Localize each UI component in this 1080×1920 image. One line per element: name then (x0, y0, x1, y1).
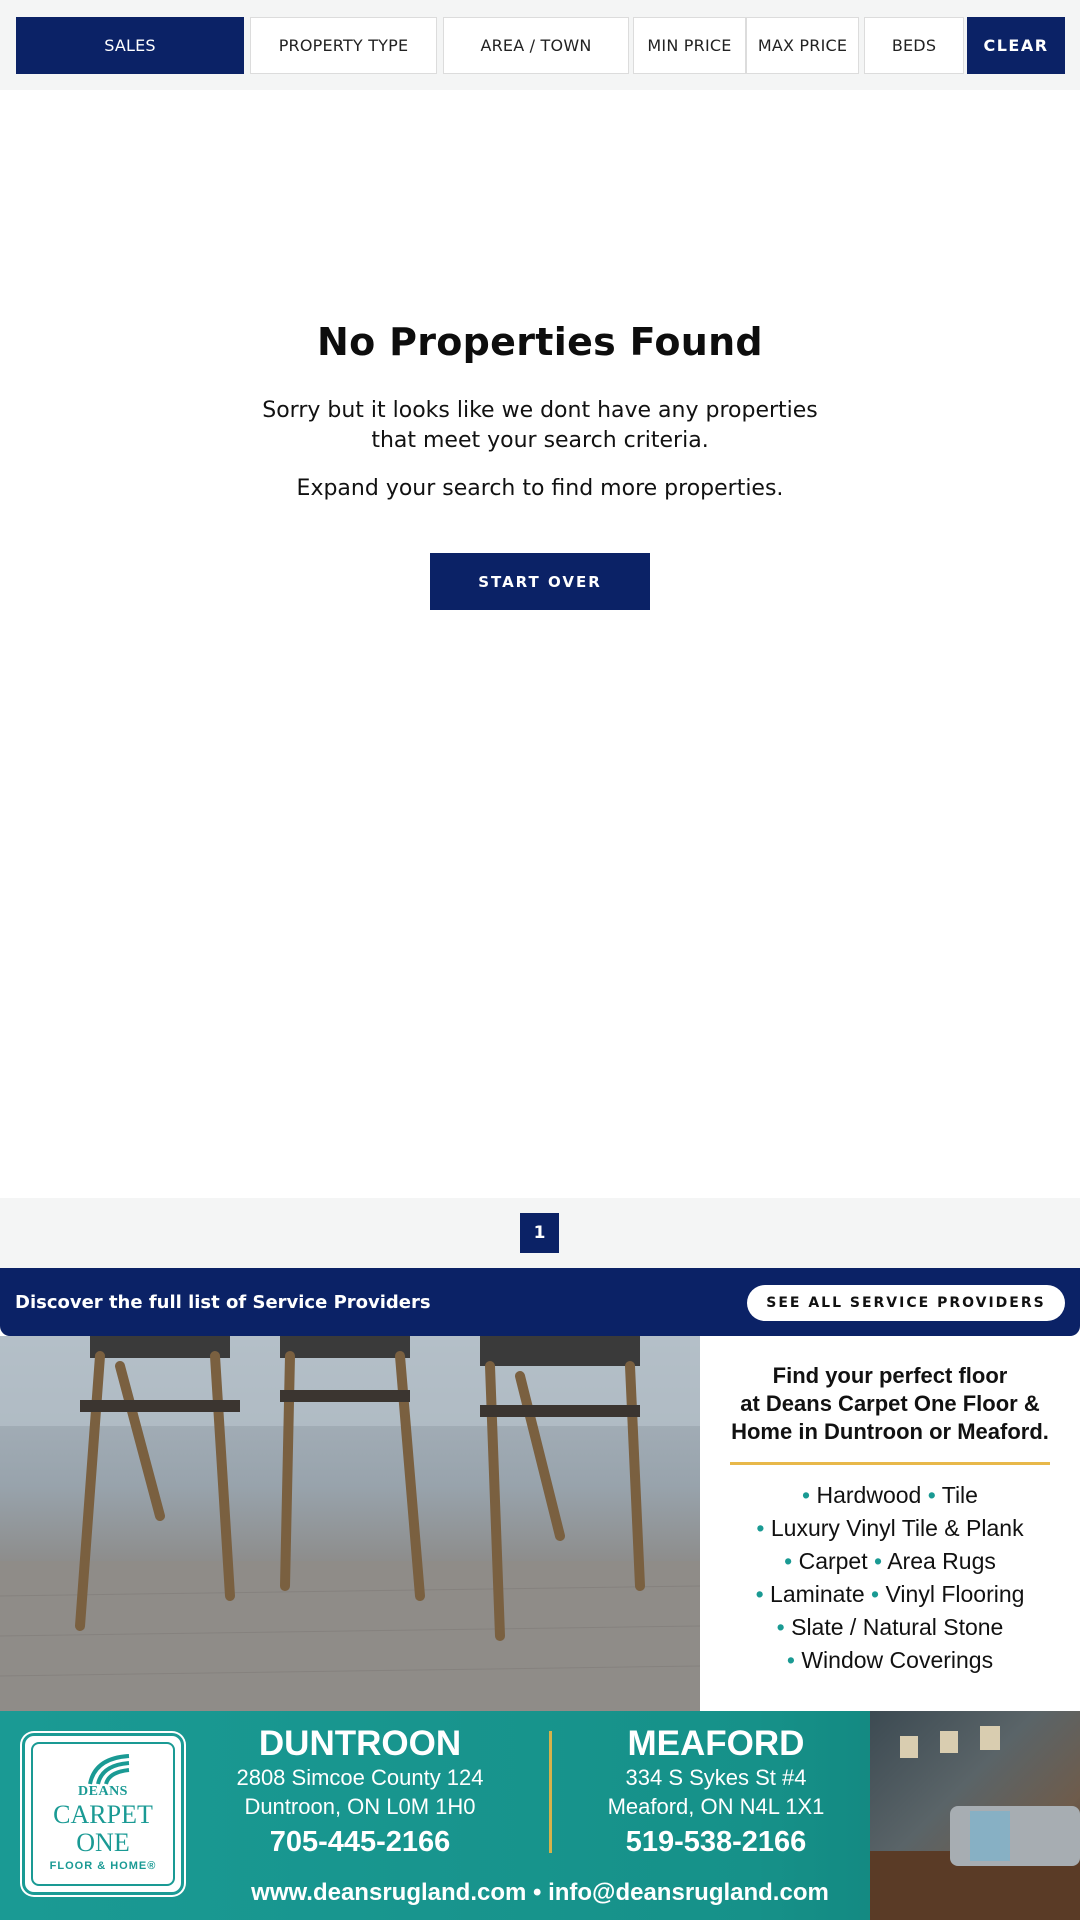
living-room-photo (870, 1711, 1080, 1920)
products-line: • Hardwood • Tile (802, 1482, 978, 1508)
product-item: Vinyl Flooring (885, 1581, 1025, 1607)
logo-text-one: ONE (76, 1828, 130, 1857)
filter-area-town-button[interactable]: AREA / TOWN (443, 17, 629, 74)
no-results-hint: Expand your search to find more properties. (296, 476, 784, 501)
products-line: • Slate / Natural Stone (776, 1614, 1004, 1640)
location-city: MEAFORD (627, 1724, 805, 1763)
filter-bar (0, 0, 1080, 90)
location-meaford (566, 1725, 866, 1860)
product-item: Tile (941, 1482, 978, 1508)
products-line: • Carpet • Area Rugs (784, 1548, 996, 1574)
product-item: Luxury Vinyl Tile & Plank (770, 1515, 1024, 1541)
filter-max-price-button[interactable]: MAX PRICE (746, 17, 859, 74)
chairs-illustration (0, 1336, 700, 1711)
product-item: Carpet (798, 1548, 868, 1574)
no-results-message: Sorry but it looks like we dont have any properties that meet your search criteria. (262, 398, 818, 453)
location-divider (549, 1731, 552, 1853)
location-phone[interactable]: 519-538-2166 (625, 1826, 807, 1858)
location-duntroon (210, 1725, 510, 1860)
location-city: DUNTROON (258, 1724, 462, 1763)
ad-headline-line: Find your perfect floor (772, 1363, 1008, 1388)
no-results-title: No Properties Found (317, 320, 763, 364)
filter-sales-button[interactable]: SALES (16, 17, 244, 74)
product-item: Slate / Natural Stone (791, 1614, 1004, 1640)
logo-frame (31, 1742, 175, 1886)
ad-headline-line: at Deans Carpet One Floor & (740, 1391, 1040, 1416)
products-line: • Window Coverings (786, 1647, 994, 1673)
filter-min-price-button[interactable]: MIN PRICE (633, 17, 746, 74)
service-providers-text: Discover the full list of Service Providers (15, 1291, 431, 1313)
website-email[interactable]: www.deansrugland.com • info@deansrugland.com (251, 1879, 829, 1906)
products-line: • Luxury Vinyl Tile & Plank (756, 1515, 1024, 1541)
filter-beds-button[interactable]: BEDS (864, 17, 964, 74)
page-number-current[interactable]: 1 (520, 1213, 559, 1253)
product-item: Window Coverings (801, 1647, 994, 1673)
location-phone[interactable]: 705-445-2166 (269, 1826, 451, 1858)
logo-text-carpet: CARPET (53, 1800, 153, 1829)
ad-photo-chairs[interactable] (0, 1336, 700, 1711)
location-address: Meaford, ON N4L 1X1 (607, 1794, 825, 1819)
ad-divider (730, 1462, 1050, 1465)
service-providers-bar (0, 1268, 1080, 1336)
start-over-button[interactable]: START OVER (430, 553, 650, 610)
logo-text-floor-home: FLOOR & HOME® (49, 1860, 157, 1872)
see-all-service-providers-button[interactable]: SEE ALL SERVICE PROVIDERS (747, 1285, 1065, 1321)
carpet-one-logo[interactable] (22, 1733, 184, 1895)
filter-property-type-button[interactable]: PROPERTY TYPE (250, 17, 437, 74)
location-address: 334 S Sykes St #4 (625, 1765, 807, 1790)
pagination (0, 1198, 1080, 1268)
product-item: Area Rugs (887, 1548, 996, 1574)
ad-headline-line: Home in Duntroon or Meaford. (731, 1419, 1049, 1444)
location-address: Duntroon, ON L0M 1H0 (244, 1794, 476, 1819)
product-item: Hardwood (816, 1482, 922, 1508)
no-results (0, 320, 1080, 501)
living-room-illustration (870, 1711, 1080, 1920)
products-line: • Laminate • Vinyl Flooring (755, 1581, 1025, 1607)
logo-swoosh-icon (85, 1752, 135, 1786)
location-address: 2808 Simcoe County 124 (236, 1765, 484, 1790)
product-item: Laminate (770, 1581, 865, 1607)
ad-contact-banner[interactable] (0, 1711, 1080, 1920)
ad-text-panel (700, 1336, 1080, 1711)
ad-products-list (700, 1479, 1080, 1677)
clear-filters-button[interactable]: CLEAR (967, 17, 1065, 74)
logo-text-deans: DEANS (78, 1784, 128, 1799)
ad-headline (700, 1362, 1080, 1446)
